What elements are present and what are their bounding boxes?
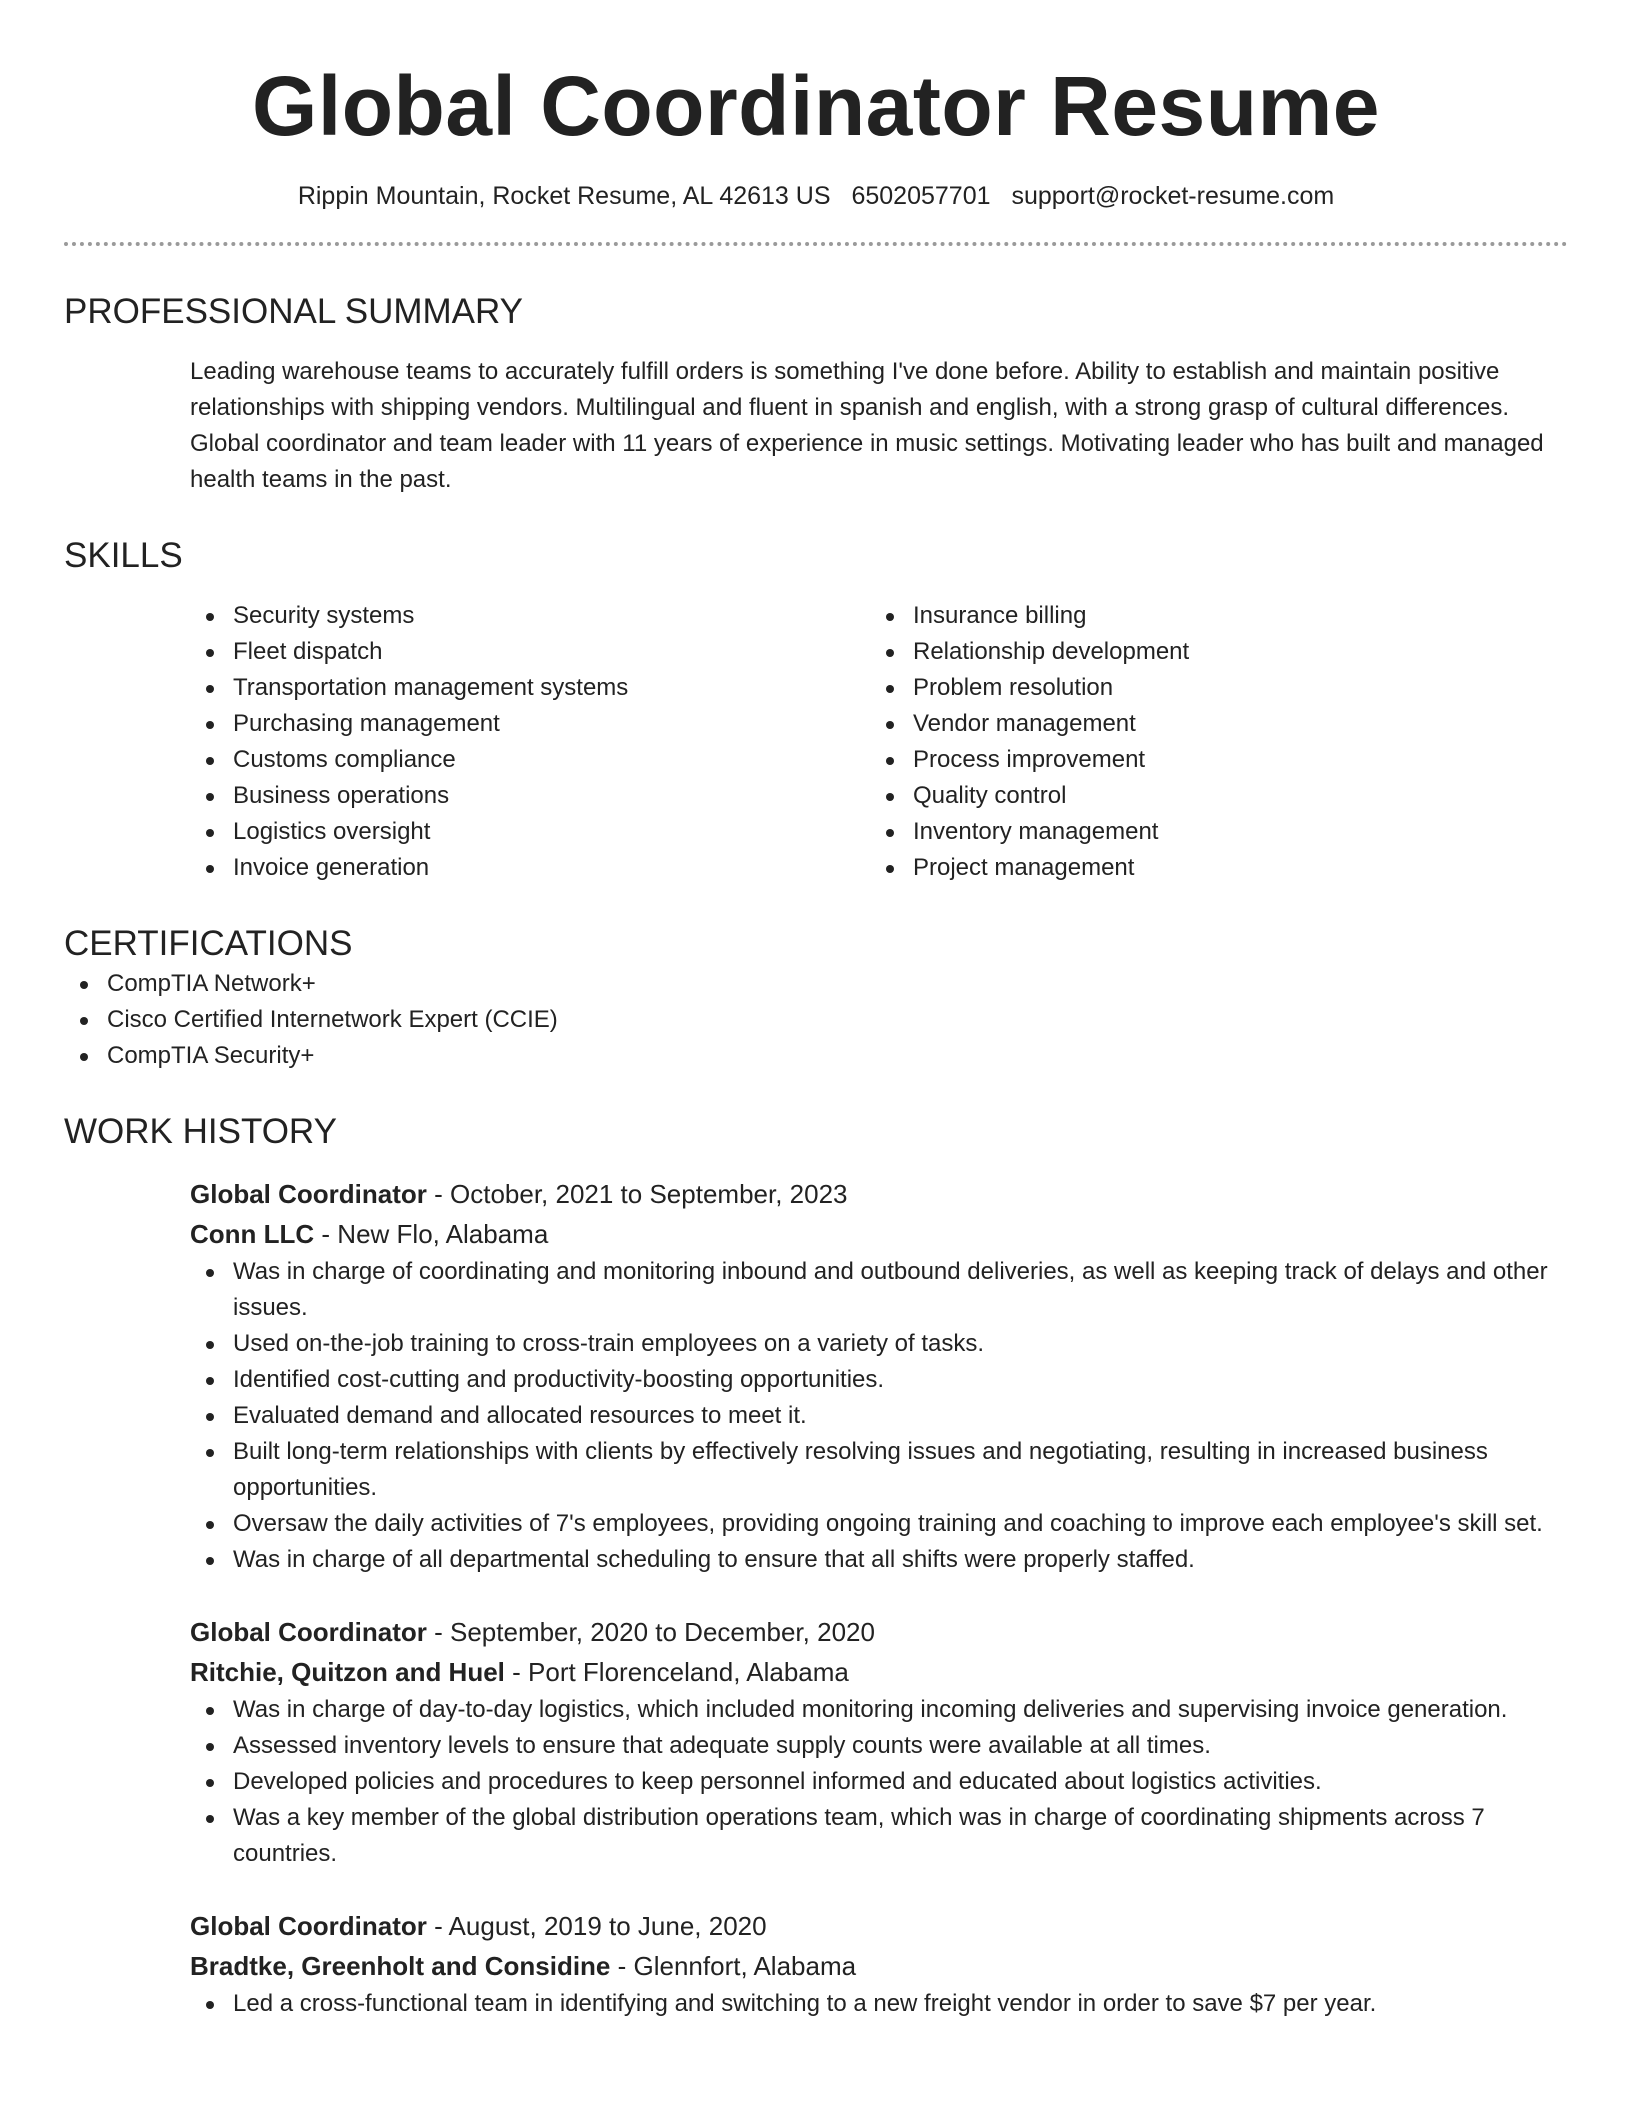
job-location: - Glennfort, Alabama	[610, 1951, 857, 1981]
work-history-heading: WORK HISTORY	[64, 1112, 337, 1151]
skills-list-right	[870, 598, 1550, 886]
job-dates: - September, 2020 to December, 2020	[426, 1617, 875, 1647]
skill-item: Insurance billing	[870, 598, 1550, 634]
job-entry	[190, 1612, 1568, 1872]
job-bullet: Was in charge of day-to-day logistics, which included monitoring incoming deliveries and supervising invoice generation.	[190, 1692, 1568, 1728]
certification-item: CompTIA Security+	[64, 1038, 1568, 1074]
summary-heading: PROFESSIONAL SUMMARY	[64, 292, 523, 331]
job-role: Global Coordinator	[190, 1911, 427, 1941]
skills-column-left	[190, 598, 870, 886]
job-company: Conn LLC	[190, 1219, 315, 1249]
skill-item: Business operations	[190, 778, 870, 814]
job-bullets	[190, 1254, 1568, 1578]
contact-email: support@rocket-resume.com	[1011, 182, 1335, 210]
certification-item: CompTIA Network+	[64, 966, 1568, 1002]
skill-item: Security systems	[190, 598, 870, 634]
skill-item: Quality control	[870, 778, 1550, 814]
job-role: Global Coordinator	[190, 1617, 427, 1647]
job-bullet: Identified cost-cutting and productivity-boosting opportunities.	[190, 1362, 1568, 1398]
skill-item: Project management	[870, 850, 1550, 886]
header-divider	[64, 242, 1568, 246]
certification-item: Cisco Certified Internetwork Expert (CCIE)	[64, 1002, 1568, 1038]
skill-item: Problem resolution	[870, 670, 1550, 706]
job-role: Global Coordinator	[190, 1179, 427, 1209]
skill-item: Process improvement	[870, 742, 1550, 778]
skill-item: Purchasing management	[190, 706, 870, 742]
skill-item: Transportation management systems	[190, 670, 870, 706]
job-bullet: Assessed inventory levels to ensure that adequate supply counts were available at all times.	[190, 1728, 1568, 1764]
job-bullet: Used on-the-job training to cross-train employees on a variety of tasks.	[190, 1326, 1568, 1362]
job-bullet: Built long-term relationships with clients by effectively resolving issues and negotiating, resulting in increased business opportunities.	[190, 1434, 1568, 1506]
job-dates: - August, 2019 to June, 2020	[426, 1911, 767, 1941]
job-location: - Port Florenceland, Alabama	[504, 1657, 849, 1687]
summary-text: Leading warehouse teams to accurately fulfill orders is something I've done before. Ability to establish and maintain positive relationships with shipping vendors. Multilingual and fluent in spanish and english, with a strong grasp of cultural differences. Global coordinator and team leader with 11 years of experience in music settings. Motivating leader who has built and managed health teams in the past.	[190, 358, 1544, 493]
job-company: Bradtke, Greenholt and Considine	[190, 1951, 611, 1981]
certifications-heading: CERTIFICATIONS	[64, 924, 353, 963]
contact-line	[64, 180, 1568, 212]
skills-section	[64, 534, 1568, 886]
contact-phone: 6502057701	[851, 182, 991, 210]
skill-item: Customs compliance	[190, 742, 870, 778]
resume-title: Global Coordinator Resume	[252, 59, 1380, 153]
job-bullet: Was in charge of coordinating and monitoring inbound and outbound deliveries, as well as keeping track of delays and other issues.	[190, 1254, 1568, 1326]
job-entry	[190, 1174, 1568, 1578]
job-bullets	[190, 1692, 1568, 1872]
skill-item: Inventory management	[870, 814, 1550, 850]
certifications-list	[64, 966, 1568, 1074]
job-title-line	[190, 1174, 1568, 1214]
job-bullet: Developed policies and procedures to keep personnel informed and educated about logistics activities.	[190, 1764, 1568, 1800]
job-bullet: Evaluated demand and allocated resources to meet it.	[190, 1398, 1568, 1434]
skills-column-right	[870, 598, 1550, 886]
skill-item: Logistics oversight	[190, 814, 870, 850]
skill-item: Invoice generation	[190, 850, 870, 886]
skills-list-left	[190, 598, 870, 886]
skill-item: Relationship development	[870, 634, 1550, 670]
job-bullet: Was in charge of all departmental scheduling to ensure that all shifts were properly staffed.	[190, 1542, 1568, 1578]
job-bullet: Oversaw the daily activities of 7's employees, providing ongoing training and coaching to improve each employee's skill set.	[190, 1506, 1568, 1542]
job-company-line	[190, 1214, 1568, 1254]
summary-section	[64, 290, 1568, 498]
skill-item: Fleet dispatch	[190, 634, 870, 670]
skills-grid	[190, 598, 1568, 886]
job-company-line	[190, 1946, 1568, 1986]
job-location: - New Flo, Alabama	[314, 1219, 549, 1249]
job-entry	[190, 1906, 1568, 2022]
certifications-section	[64, 922, 1568, 1074]
job-company-line	[190, 1652, 1568, 1692]
job-title-line	[190, 1906, 1568, 1946]
job-company: Ritchie, Quitzon and Huel	[190, 1657, 505, 1687]
job-title-line	[190, 1612, 1568, 1652]
contact-address: Rippin Mountain, Rocket Resume, AL 42613 US	[297, 182, 831, 210]
job-bullets	[190, 1986, 1568, 2022]
skill-item: Vendor management	[870, 706, 1550, 742]
job-dates: - October, 2021 to September, 2023	[426, 1179, 848, 1209]
job-bullet: Was a key member of the global distribution operations team, which was in charge of coordinating shipments across 7 countries.	[190, 1800, 1568, 1872]
job-bullet: Led a cross-functional team in identifying and switching to a new freight vendor in order to save $7 per year.	[190, 1986, 1568, 2022]
skills-heading: SKILLS	[64, 536, 183, 575]
resume-header	[64, 0, 1568, 212]
work-history-section	[64, 1110, 1568, 2022]
